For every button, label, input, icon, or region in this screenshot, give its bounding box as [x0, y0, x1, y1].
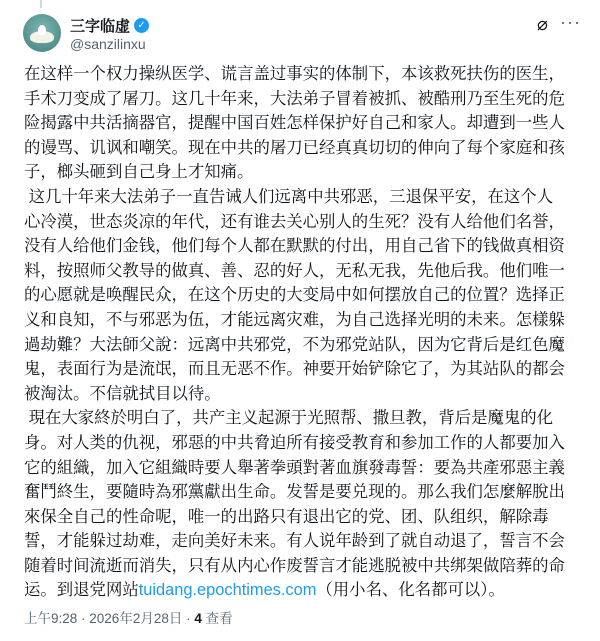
- author-handle[interactable]: @sanzilinxu: [70, 36, 146, 52]
- grok-icon[interactable]: ⌀: [537, 14, 548, 34]
- view-count: 4: [194, 611, 202, 626]
- post-text-line: 料，按照师父教导的做真、善、忍的好人，无私无我，先他后我。他们唯一: [24, 261, 565, 280]
- post-text-line: 的谩骂、讥讽和嘲笑。现在中共的屠刀已经真真切切的伸向了每个家庭和孩: [24, 138, 565, 157]
- separator: ·: [182, 611, 195, 626]
- more-icon[interactable]: ···: [560, 12, 581, 32]
- post-text-line: 这几十年来大法弟子一直告诫人们远离中共邪恶，三退保平安，在这个人: [24, 187, 554, 206]
- post-text-line: 來保全自己的性命呢，唯一的出路只有退出它的党、团、队组织，解除毒: [24, 507, 549, 526]
- verified-badge-icon: ✓: [134, 18, 149, 33]
- post-text-line: [24, 578, 580, 603]
- post-text-line: 奮鬥終生，要隨時為邪黨獻出生命。发誓是要兑现的。那么我们怎麼解脫出: [24, 483, 565, 502]
- author-name-row: [70, 15, 149, 36]
- post-date[interactable]: 2026年2月28日: [89, 611, 183, 626]
- post-meta: [24, 607, 233, 627]
- author-name[interactable]: 三字临虚: [70, 18, 131, 35]
- lotus-icon: [30, 31, 54, 43]
- post-text-line: 手术刀变成了屠刀。这几十年来，大法弟子冒着被抓、被酷刑乃至生死的危: [24, 89, 565, 108]
- post-text-line: 的心愿就是唤醒民众，在这个历史的大变局中如何摆放自己的位置？选择正: [24, 286, 565, 305]
- post-text-line: 在这样一个权力操纵医学、谎言盖过事实的体制下，本该救死扶伤的医生，: [24, 65, 565, 83]
- post-text-line: 鬼，表面行为是流氓，而且无恶不作。神要开始铲除它了，为其站队的都会: [24, 360, 565, 379]
- avatar[interactable]: [23, 14, 61, 52]
- post-text-line: 子，榔头砸到自己身上才知痛。: [24, 163, 254, 182]
- separator: ·: [77, 611, 90, 626]
- post-text-segment: 运。到退党网站: [24, 581, 139, 600]
- views-label: 查看: [205, 611, 233, 626]
- post-text-line: 心冷漠，世态炎凉的年代，还有谁去关心别人的生死？没有人给他们名誉，: [24, 212, 565, 231]
- post-text-line: 身。对人类的仇视，邪惡的中共脅迫所有接受教育和参加工作的人都要加入: [24, 433, 565, 452]
- post-text: [24, 62, 580, 603]
- tuidang-link[interactable]: tuidang.epochtimes.com: [138, 581, 317, 600]
- post-text-line: 誓，才能躲过劫难，走向美好未来。有人说年龄到了就自动退了，誓言不会: [24, 532, 565, 551]
- post-time[interactable]: 上午9:28: [24, 611, 78, 626]
- post-text-segment: （用小名、化名都可以）。: [316, 581, 505, 600]
- post-text-line: 它的組織，加入它組織時要人舉著拳頭對著血旗發毒誓：要為共產邪惡主義: [24, 458, 565, 477]
- post-text-line: 被淘汰。不信就拭目以待。: [24, 384, 221, 403]
- post-text-line: 過劫難？大法師父說：远离中共邪党，不为邪党站队，因为它背后是红色魔: [24, 335, 565, 354]
- post-text-line: 义和良知，不与邪恶为伍，才能远离灾难，为自己选择光明的未来。怎樣躲: [24, 310, 565, 329]
- post-text-line: 随着时间流逝而消失，只有从内心作废誓言才能逃脱被中共绑架做陪葬的命: [24, 556, 565, 575]
- thread-connector: [40, 0, 42, 8]
- post-text-line: 現在大家終於明白了，共产主义起源于光照帮、撒旦教，背后是魔鬼的化: [24, 409, 554, 428]
- post-text-line: 险揭露中共活摘器官，提醒中国百姓怎样保护好自己和家人。却遭到一些人: [24, 114, 565, 133]
- post-text-line: 没有人给他们金钱，他们每个人都在默默的付出，用自己省下的钱做真相资: [24, 237, 565, 256]
